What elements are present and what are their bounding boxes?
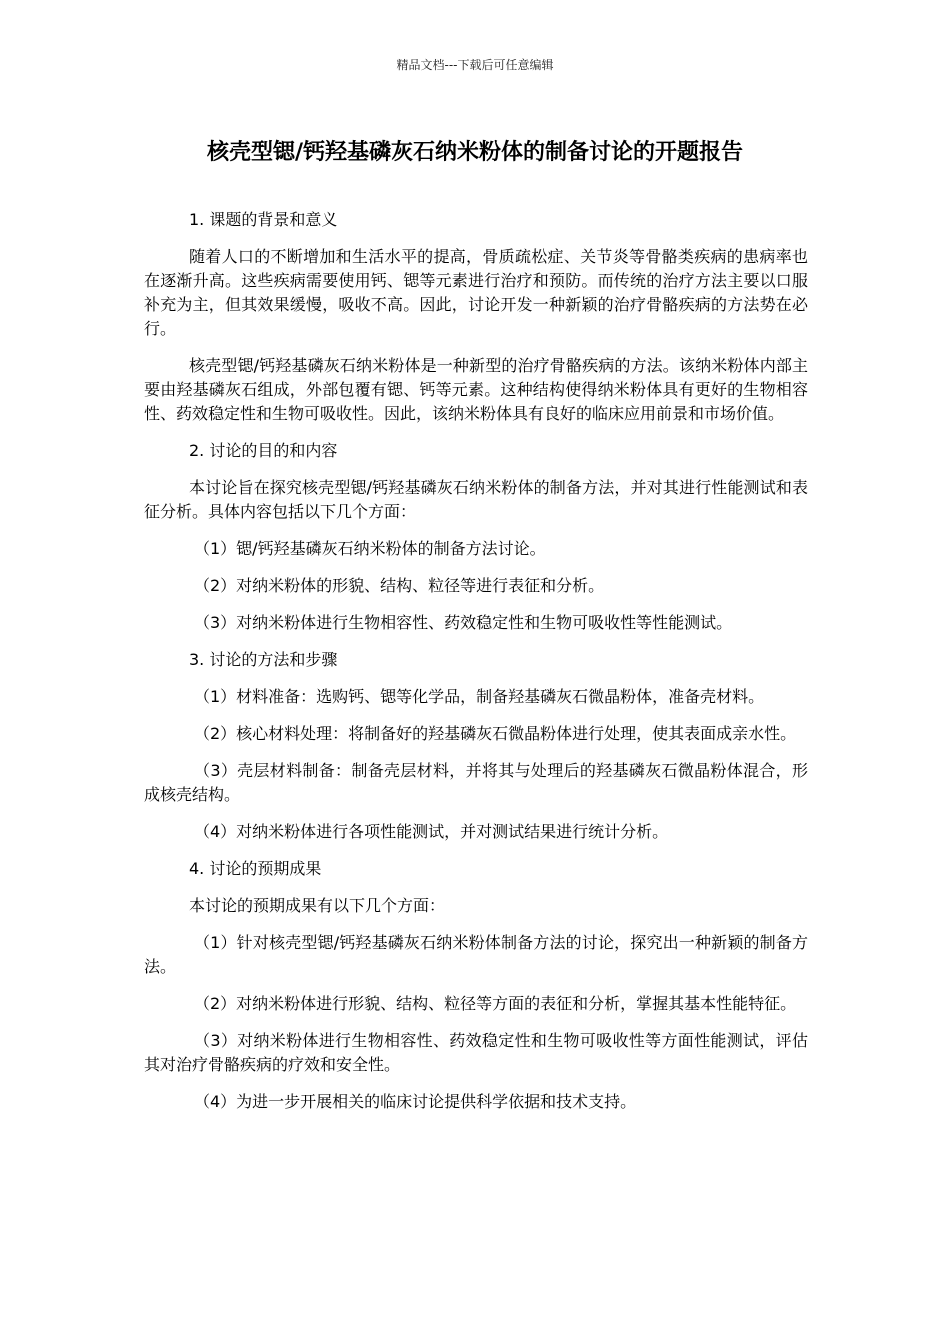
section-1-paragraph-1: 随着人口的不断增加和生活水平的提高，骨质疏松症、关节炎等骨骼类疾病的患病率也在逐渐升高。这些疾病需要使用钙、锶等元素进行治疗和预防。而传统的治疗方法主要以口服补充为主，但其效果缓慢，吸收不高。因此，讨论开发一种新颖的治疗骨骼疾病的方法势在必行。 [144,247,808,338]
section-4-item-3: （3）对纳米粉体进行生物相容性、药效稳定性和生物可吸收性等方面性能测试，评估其对治疗骨骼疾病的疗效和安全性。 [144,1031,808,1074]
section-2-heading: 2. 讨论的目的和内容 [189,441,338,460]
section-4-heading: 4. 讨论的预期成果 [189,859,322,878]
section-1-paragraph-2: 核壳型锶/钙羟基磷灰石纳米粉体是一种新型的治疗骨骼疾病的方法。该纳米粉体内部主要由羟基磷灰石组成，外部包覆有锶、钙等元素。这种结构使得纳米粉体具有更好的生物相容性、药效稳定性和生物可吸收性。因此，该纳米粉体具有良好的临床应用前景和市场价值。 [144,356,808,423]
section-4-item-4: （4）为进一步开展相关的临床讨论提供科学依据和技术支持。 [194,1092,637,1111]
section-3-heading: 3. 讨论的方法和步骤 [189,650,338,669]
section-4-item-2: （2）对纳米粉体进行形貌、结构、粒径等方面的表征和分析，掌握其基本性能特征。 [194,994,797,1013]
section-4-intro: 本讨论的预期成果有以下几个方面： [189,896,446,915]
section-2-item-3: （3）对纳米粉体进行生物相容性、药效稳定性和生物可吸收性等性能测试。 [194,613,733,632]
section-3-item-1: （1）材料准备：选购钙、锶等化学品，制备羟基磷灰石微晶粉体，准备壳材料。 [194,687,765,706]
section-3-item-3: （3）壳层材料制备：制备壳层材料，并将其与处理后的羟基磷灰石微晶粉体混合，形成核壳结构。 [144,761,808,804]
section-2-item-1: （1）锶/钙羟基磷灰石纳米粉体的制备方法讨论。 [194,539,546,558]
section-2-item-2: （2）对纳米粉体的形貌、结构、粒径等进行表征和分析。 [194,576,605,595]
section-3-item-4: （4）对纳米粉体进行各项性能测试，并对测试结果进行统计分析。 [194,822,669,841]
section-1-heading: 1. 课题的背景和意义 [189,210,338,229]
section-4-item-1: （1）针对核壳型锶/钙羟基磷灰石纳米粉体制备方法的讨论，探究出一种新颖的制备方法。 [144,933,808,976]
section-2-intro: 本讨论旨在探究核壳型锶/钙羟基磷灰石纳米粉体的制备方法，并对其进行性能测试和表征分析。具体内容包括以下几个方面： [144,478,808,521]
section-3-item-2: （2）核心材料处理：将制备好的羟基磷灰石微晶粉体进行处理，使其表面成亲水性。 [194,724,797,743]
document-title: 核壳型锶/钙羟基磷灰石纳米粉体的制备讨论的开题报告 [206,140,744,165]
header-note: 精品文档---下载后可任意编辑 [396,58,554,72]
document-body [144,208,808,1127]
